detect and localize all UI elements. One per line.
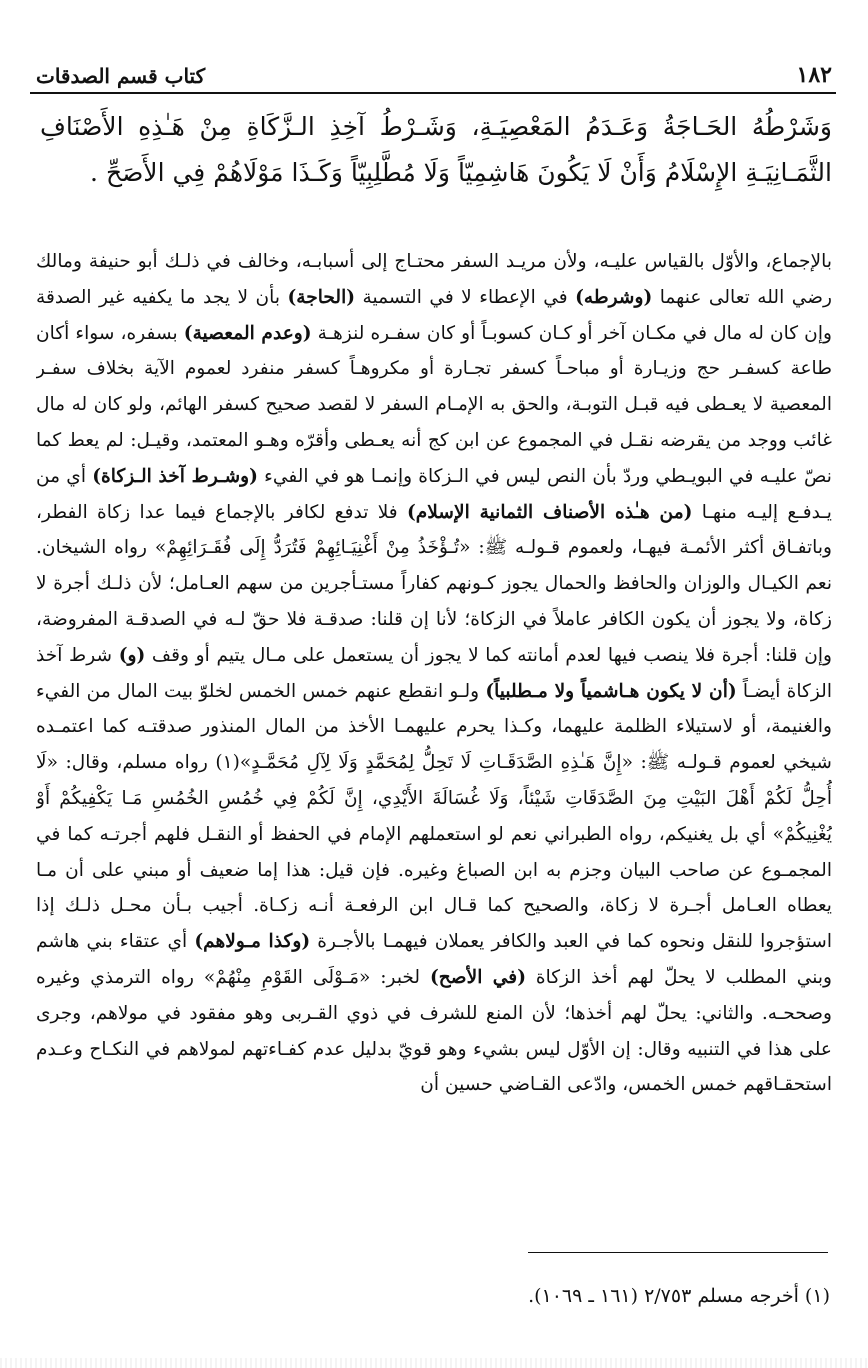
footnote: (١) أخرجه مسلم ٢/٧٥٣ (١٦١ ـ ١٠٦٩). [528, 1285, 830, 1307]
commentary-segment: أي من يـدفـع إليـه منهـا [36, 465, 832, 523]
commentary-segment: بأن لا يجد ما يكفيه غير الصدقة وإن كان له مال في مكـان آخر أو كـان كسوبـاً أو كان سفـره لنزهـة [36, 286, 832, 344]
header-divider [30, 92, 836, 94]
commentary-segment: بسفره، سواء أكان طاعة كسفـر حج وزيـارة أو مباحـاً كسفر تجـارة أو مكروهـاً كسفر منفرد لعموم الآية بخلاف سفـر المعصية لا يعـطى فيه قبـل التوبـة، والحق به الإمـام السفر لا لقصد صحيح كسفر الهائم، ولو كان له مال غائب ووجد من يقرضه نقـل في المجموع عن ابن كج أنه يعـطى وأقرّه وهـو المعتمد، وقيـل: لم يعط كما نصّ عليـه في البويـطي وردّ بأن النص ليس في الـزكاة وإنمـا هو في الفيء [36, 322, 832, 487]
book-title: كتاب قسم الصدقات [36, 64, 206, 88]
quoted-term: (وعدم المعصية) [183, 322, 312, 344]
commentary-segment: ولـو انقطع عنهم خمس الخمس لخلوّ بيت المال من الفيء والغنيمة، أو لاستيلاء الظلمة عليهما، وكـذا يحرم عليهمـا الأخذ من المال المنذور صدقتـه كما اعتمـده شيخي لعموم قـولـه ﷺ: «إِنَّ هَـٰذِهِ الصَّدَقَـاتِ لَا تَحِلُّ لِمُحَمَّدٍ وَلَا لِآلِ مُحَمَّـدٍ»(١) رواه مسلم، وقال: «لَا أُحِلُّ لَكُمْ أَهْلَ البَيْتِ مِنَ الصَّدَقَاتِ شَيْئاً، وَلَا غُسَالَةَ الأَيْدِي، إِنَّ لَكُمْ فِي خُمُسِ الخُمُسِ مَـا يَكْفِيكُمْ أَوْ يُغْنِيكُمْ» أي بل يغنيكم، رواه الطبراني نعم لو استعملهم الإمام في الحفظ أو النقـل فلهم أجرتـه كما في المجمـوع عن صاحب البيان وجزم به ابن الصباغ وغيره. فإن قيل: هذا إما ضعيف أو مبني على أن مـا يعطاه العـامل أجـرة لا زكاة، والصحيح كما قـال ابن الرفعـة أنـه زكـاة. أجيب بـأن محـل ذلـك إذا استؤجروا للنقل ونحوه كما في العبد والكافر يعملان فيهمـا بالأجـرة [36, 680, 832, 953]
quoted-term: (في الأصح) [430, 966, 526, 988]
page-number: ١٨٢ [796, 62, 832, 88]
commentary-segment: لخبر: «مَـوْلَى القَوْمِ مِنْهُمْ» رواه الترمذي وغيره وصححـه. والثاني: يحلّ لهم أخذها؛ لأن المنع للشرف في ذوي القـربى وهو مفقود في مولاهم، وجرى على هذا في التنبيه وقال: إن الأوّل ليس بشيء وهو قويّ بدليل عدم كفـاءتهم لمولاهم في النكـاح وعـدم استحقـاقهم خمس الخمس، وادّعى القـاضي حسين أن [36, 966, 832, 1096]
scan-edge-artifact [0, 1358, 868, 1368]
commentary-segment: أي عتقاء بني هاشم وبني المطلب لا يحلّ لهم أخذ الزكاة [36, 931, 832, 988]
quoted-term: (من هـٰذه الأصناف الثمانية الإسلام) [406, 501, 693, 523]
quoted-term: (وكذا مـولاهم) [194, 931, 311, 953]
commentary-segment: بالإجماع، والأوّل بالقياس عليـه، ولأن مريـد السفر محتـاج إلى أسبابـه، وخالف في ذلـك أبو حنيفة ومالك رضي الله تعالى عنهما [36, 251, 832, 308]
quoted-term: (الحاجة) [287, 286, 356, 308]
quoted-term: (أن لا يكون هـاشمياً ولا مـطلبياً) [485, 680, 737, 702]
commentary-segment: شرط آخذ الزكاة أيضـاً [36, 644, 832, 702]
quoted-term: (و) [118, 644, 146, 666]
commentary-segment: في الإعطاء لا في التسمية [355, 286, 576, 308]
main-text-matn: وَشَرْطُهُ الحَـاجَةُ وَعَـدَمُ المَعْصِيَـةِ، وَشَـرْطُ آخِذِ الـزَّكَاةِ مِنْ هَـٰذِهِ الأَصْنَافِ الثَّمَـانِيَـةِ الإِسْلَامُ وَأَنْ لَا يَكُونَ هَاشِمِيّاً وَلَا مُطَّلِبِيّاً وَكَـذَا مَوْلَاهُمْ فِي الأَصَحِّ . [40, 112, 832, 187]
page-header [36, 52, 832, 88]
commentary-text [36, 244, 832, 1244]
commentary-segment: فلا تدفع لكافر بالإجماع فيما عدا زكاة الفطر، وباتفـاق أكثر الأئمـة فيهـا، ولعموم قـولـه ﷺ: «تُـؤْخَذُ مِنْ أَغْنِيَـائِهِمْ فَتُرَدُّ إِلَى فُقَـرَائِهِمْ» رواه الشيخان. نعم الكيـال والوزان والحافظ والحمال يجوز كـونهم كفاراً مستـأجرين من سهم العـامل؛ لأن ذلـك أجرة لا زكاة، ولا يجوز أن يكون الكافر عاملاً في الزكاة؛ لأنا إن قلنا: صدقـة فلا حقّ لـه في الصدقـة المفروضة، وإن قلنا: أجرة فلا ينصب فيها لعدم أمانته كما لا يجوز أن يستعمل على مـال يتيم أو وقف [36, 501, 832, 666]
quoted-term: (وشـرط آخذ الـزكاة) [92, 465, 258, 487]
quoted-term: (وشرطه) [575, 286, 653, 308]
footnote-divider [528, 1252, 828, 1253]
